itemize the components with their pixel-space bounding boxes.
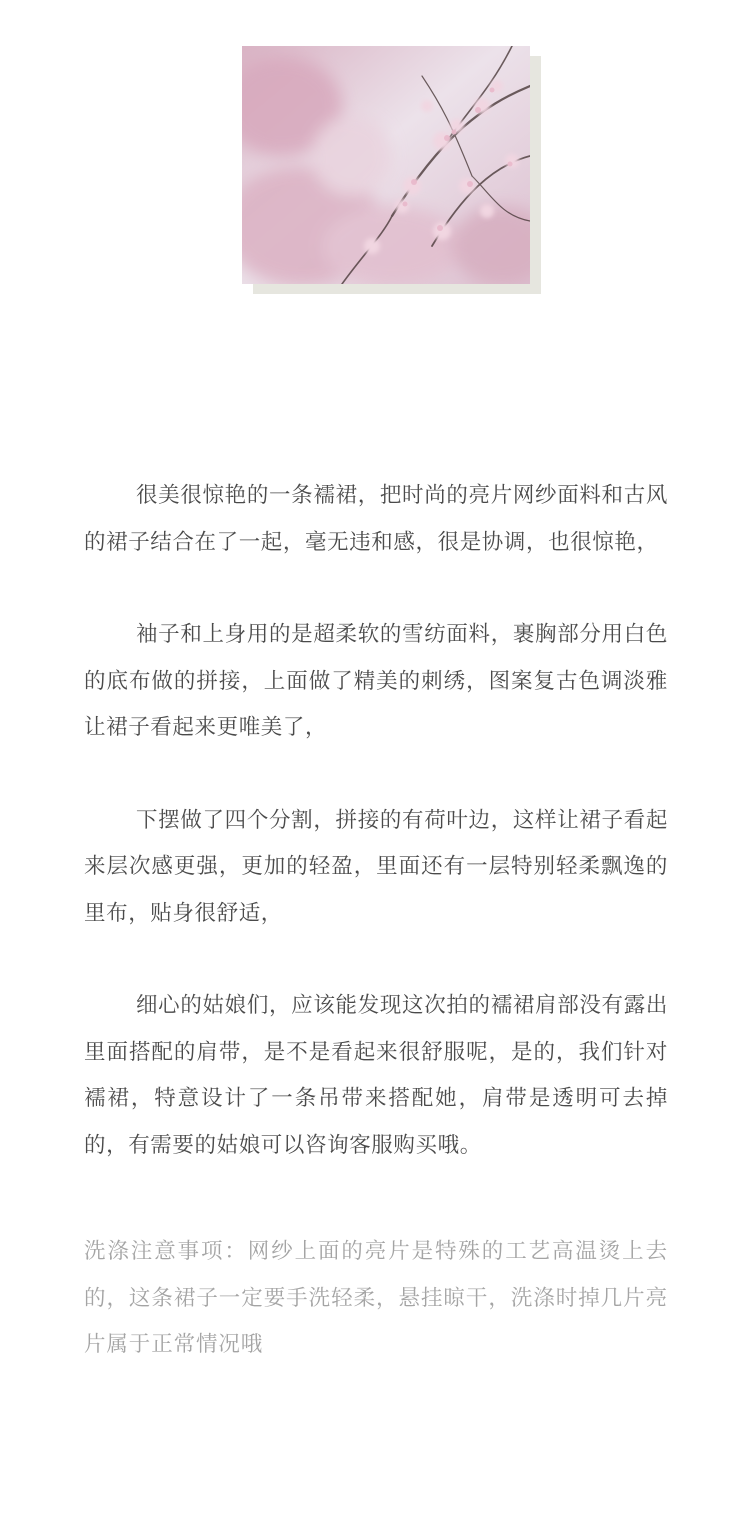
- paragraph-1: 很美很惊艳的一条襦裙，把时尚的亮片网纱面料和古风的裙子结合在了一起，毫无违和感，很是协调，也很惊艳，: [84, 483, 668, 555]
- care-note: 洗涤注意事项：网纱上面的亮片是特殊的工艺高温烫上去的，这条裙子一定要手洗轻柔，悬挂晾干，洗涤时掉几片亮片属于正常情况哦: [84, 1239, 668, 1357]
- paragraph-4: 细心的姑娘们，应该能发现这次拍的襦裙肩部没有露出里面搭配的肩带，是不是看起来很舒服呢，是的，我们针对襦裙，特意设计了一条吊带来搭配她，肩带是透明可去掉的，有需要的姑娘可以咨询客服购买哦。: [84, 993, 668, 1158]
- cherry-blossom-photo: [242, 46, 530, 284]
- cherry-blossom-image: [242, 46, 530, 284]
- paragraph-2: 袖子和上身用的是超柔软的雪纺面料，裹胸部分用白色的底布做的拼接，上面做了精美的刺绣，图案复古色调淡雅让裙子看起来更唯美了，: [84, 622, 668, 740]
- paragraph-3: 下摆做了四个分割，拼接的有荷叶边，这样让裙子看起来层次感更强，更加的轻盈，里面还有一层特别轻柔飘逸的里布，贴身很舒适，: [84, 807, 668, 926]
- article-body: [84, 473, 668, 1369]
